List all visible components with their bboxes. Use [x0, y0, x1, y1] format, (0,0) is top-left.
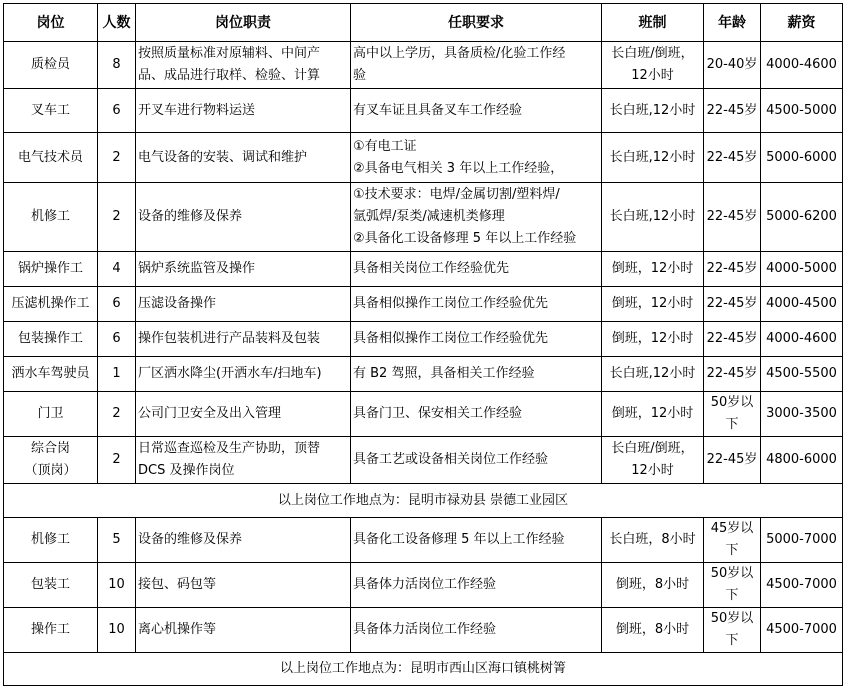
count-cell: 1	[98, 357, 136, 392]
requirement-cell-line: 高中以上学历，具备质检/化验工作经	[353, 46, 566, 61]
shift-cell	[602, 42, 704, 89]
section-kunming-xishan	[4, 518, 843, 653]
shift-cell	[602, 437, 704, 484]
position-cell-line: 机修工	[30, 209, 70, 224]
duty-cell	[136, 287, 351, 322]
requirement-cell	[351, 287, 602, 322]
table-row	[4, 133, 843, 183]
count-cell: 6	[98, 287, 136, 322]
requirement-cell	[351, 252, 602, 287]
requirement-cell	[351, 392, 602, 437]
position-cell	[4, 322, 98, 357]
requirement-cell	[351, 357, 602, 392]
count-cell: 6	[98, 89, 136, 133]
count-cell: 2	[98, 437, 136, 484]
duty-cell-line: 离心机操作等	[138, 622, 217, 637]
requirement-cell-line: 具备门卫、保安相关工作经验	[353, 406, 523, 421]
location-note: 以上岗位工作地点为：昆明市禄劝县 崇德工业园区	[4, 484, 843, 518]
salary-cell: 4000-4600	[761, 42, 843, 89]
duty-cell-line: 开叉车进行物料运送	[138, 102, 256, 118]
shift-cell	[602, 392, 704, 437]
shift-cell	[602, 89, 704, 133]
position-cell-line: 包装工	[30, 577, 70, 592]
table-row	[4, 518, 843, 563]
requirement-cell-line: ②具备化工设备修理 5 年以上工作经验	[353, 231, 577, 246]
salary-cell: 5000-6000	[761, 133, 843, 183]
duty-cell	[136, 133, 351, 183]
position-cell	[4, 89, 98, 133]
shift-cell-line: 长白班,12小时	[609, 149, 696, 165]
duty-cell-line: 锅炉系统监管及操作	[138, 261, 256, 276]
shift-cell-line: 倒班，12小时	[611, 296, 694, 311]
requirement-cell-line: 有叉车证且具备叉车工作经验	[353, 102, 523, 118]
shift-cell-line: 12小时	[631, 68, 674, 83]
count-cell: 2	[98, 183, 136, 252]
requirement-cell-line: 具备化工设备修理 5 年以上工作经验	[353, 532, 565, 547]
position-cell	[4, 563, 98, 608]
shift-cell-line: 长白班/倒班，	[611, 46, 694, 61]
shift-cell-line: 倒班，8小时	[615, 622, 690, 637]
duty-cell	[136, 437, 351, 484]
requirement-cell	[351, 183, 602, 252]
location-note: 以上岗位工作地点为：昆明市西山区海口镇桃树箐	[4, 653, 843, 686]
age-cell: 22-45岁	[704, 252, 761, 287]
salary-cell: 4500-5000	[761, 89, 843, 133]
requirement-cell-line: 具备相似操作工岗位工作经验优先	[353, 296, 549, 311]
header-salary: 薪资	[761, 4, 843, 42]
age-cell: 22-45岁	[704, 133, 761, 183]
position-cell-line: 叉车工	[30, 102, 70, 118]
duty-cell	[136, 252, 351, 287]
shift-cell-line: 12小时	[631, 463, 674, 478]
requirement-cell-line: 具备相似操作工岗位工作经验优先	[353, 331, 549, 346]
duty-cell	[136, 322, 351, 357]
requirement-cell-line: 具备体力活岗位工作经验	[353, 622, 497, 637]
table-row	[4, 89, 843, 133]
requirement-cell-line: 具备相关岗位工作经验优先	[353, 261, 510, 276]
shift-cell-line: 倒班，12小时	[611, 261, 694, 276]
age-cell: 22-45岁	[704, 183, 761, 252]
position-cell	[4, 518, 98, 563]
duty-cell	[136, 357, 351, 392]
position-cell-line: 压滤机操作工	[11, 296, 90, 311]
requirement-cell	[351, 322, 602, 357]
duty-cell-line: 电气设备的安装、调试和维护	[138, 149, 308, 165]
position-cell	[4, 357, 98, 392]
salary-cell: 3000-3500	[761, 392, 843, 437]
position-cell	[4, 133, 98, 183]
shift-cell	[602, 518, 704, 563]
age-cell: 22-45岁	[704, 357, 761, 392]
position-cell-line: 操作工	[30, 622, 70, 637]
position-cell-line: 电气技术员	[17, 149, 83, 165]
shift-cell-line: 长白班,12小时	[609, 366, 696, 381]
table-row	[4, 437, 843, 484]
requirement-cell	[351, 608, 602, 653]
position-cell-line: 包装操作工	[17, 331, 83, 346]
position-cell	[4, 392, 98, 437]
duty-cell-line: 厂区洒水降尘(开洒水车/扫地车)	[138, 366, 322, 381]
salary-cell: 4500-5500	[761, 357, 843, 392]
age-cell: 50岁以下	[704, 563, 761, 608]
duty-cell	[136, 392, 351, 437]
age-cell: 45岁以下	[704, 518, 761, 563]
header-count: 人数	[98, 4, 136, 42]
duty-cell-line: 公司门卫安全及出入管理	[138, 406, 282, 421]
shift-cell	[602, 322, 704, 357]
position-cell	[4, 437, 98, 484]
shift-cell	[602, 133, 704, 183]
requirement-cell	[351, 42, 602, 89]
position-cell-line: 机修工	[30, 532, 70, 547]
position-cell-line: 综合岗	[30, 441, 70, 456]
age-cell: 22-45岁	[704, 287, 761, 322]
shift-cell-line: 倒班，12小时	[611, 406, 694, 421]
salary-cell: 5000-6200	[761, 183, 843, 252]
position-cell	[4, 42, 98, 89]
shift-cell-line: 长白班/倒班，	[611, 441, 694, 456]
age-cell: 22-45岁	[704, 89, 761, 133]
table-row	[4, 322, 843, 357]
section-kunming-luquan	[4, 42, 843, 484]
shift-cell-line: 长白班，8小时	[609, 532, 696, 547]
salary-cell: 4000-4600	[761, 322, 843, 357]
duty-cell-line: 设备的维修及保养	[138, 532, 243, 547]
count-cell: 6	[98, 322, 136, 357]
shift-cell	[602, 287, 704, 322]
shift-cell	[602, 563, 704, 608]
age-cell: 22-45岁	[704, 322, 761, 357]
position-cell-line: 锅炉操作工	[17, 261, 83, 276]
requirement-cell-line: 具备体力活岗位工作经验	[353, 577, 497, 592]
job-table	[3, 3, 843, 686]
header-shift: 班制	[602, 4, 704, 42]
shift-cell-line: 倒班，8小时	[615, 577, 690, 592]
duty-cell	[136, 42, 351, 89]
requirement-cell-line: ①技术要求：电焊/金属切割/塑料焊/	[353, 187, 560, 202]
age-cell: 50岁以下	[704, 392, 761, 437]
duty-cell	[136, 563, 351, 608]
count-cell: 10	[98, 608, 136, 653]
position-cell-line: 洒水车驾驶员	[11, 366, 90, 381]
age-cell: 50岁以下	[704, 608, 761, 653]
shift-cell-line: 长白班,12小时	[609, 102, 696, 118]
salary-cell: 4000-4500	[761, 287, 843, 322]
salary-cell: 4500-7000	[761, 563, 843, 608]
duty-cell-line: 品、成品进行取样、检验、计算	[138, 68, 321, 83]
requirement-cell-line: ②具备电气相关 3 年以上工作经验，	[353, 160, 564, 176]
duty-cell-line: DCS 及操作岗位	[138, 463, 235, 478]
position-cell	[4, 183, 98, 252]
requirement-cell	[351, 133, 602, 183]
requirement-cell-line: 具备工艺或设备相关岗位工作经验	[353, 452, 549, 467]
shift-cell-line: 长白班,12小时	[609, 209, 696, 224]
table-row	[4, 563, 843, 608]
duty-cell-line: 接包、码包等	[138, 577, 217, 592]
requirement-cell	[351, 89, 602, 133]
requirement-cell	[351, 518, 602, 563]
table-row	[4, 42, 843, 89]
table-row	[4, 357, 843, 392]
shift-cell	[602, 252, 704, 287]
age-cell: 20-40岁	[704, 42, 761, 89]
shift-cell	[602, 357, 704, 392]
salary-cell: 4800-6000	[761, 437, 843, 484]
requirement-cell	[351, 437, 602, 484]
requirement-cell-line: ①有电工证	[353, 138, 417, 154]
duty-cell-line: 操作包装机进行产品装料及包装	[138, 331, 321, 346]
shift-cell	[602, 608, 704, 653]
count-cell: 10	[98, 563, 136, 608]
position-cell-line: 门卫	[37, 406, 64, 421]
position-cell	[4, 287, 98, 322]
position-cell-line: （顶岗）	[24, 463, 77, 478]
salary-cell: 5000-7000	[761, 518, 843, 563]
table-row	[4, 287, 843, 322]
duty-cell	[136, 608, 351, 653]
duty-cell	[136, 518, 351, 563]
duty-cell-line: 设备的维修及保养	[138, 209, 243, 224]
header-row	[4, 4, 843, 42]
count-cell: 2	[98, 133, 136, 183]
duty-cell-line: 压滤设备操作	[138, 296, 217, 311]
count-cell: 8	[98, 42, 136, 89]
count-cell: 2	[98, 392, 136, 437]
position-cell-line: 质检员	[30, 57, 70, 72]
requirement-cell	[351, 563, 602, 608]
requirement-cell-line: 验	[353, 68, 367, 83]
location-note-row	[4, 484, 843, 518]
position-cell	[4, 608, 98, 653]
shift-cell-line: 倒班，12小时	[611, 331, 694, 346]
duty-cell-line: 日常巡查巡检及生产协助，顶替	[138, 441, 321, 456]
header-requirement: 任职要求	[351, 4, 602, 42]
duty-cell-line: 按照质量标准对原辅料、中间产	[138, 46, 321, 61]
position-cell	[4, 252, 98, 287]
duty-cell	[136, 89, 351, 133]
table-row	[4, 392, 843, 437]
header-position: 岗位	[4, 4, 98, 42]
header-duty: 岗位职责	[136, 4, 351, 42]
requirement-cell-line: 氩弧焊/泵类/减速机类修理	[353, 209, 505, 224]
location-note-row	[4, 653, 843, 686]
age-cell: 22-45岁	[704, 437, 761, 484]
table-row	[4, 183, 843, 252]
shift-cell	[602, 183, 704, 252]
count-cell: 5	[98, 518, 136, 563]
duty-cell	[136, 183, 351, 252]
salary-cell: 4500-7000	[761, 608, 843, 653]
table-row	[4, 252, 843, 287]
salary-cell: 4000-5000	[761, 252, 843, 287]
requirement-cell-line: 有 B2 驾照，具备相关工作经验	[353, 366, 535, 381]
count-cell: 4	[98, 252, 136, 287]
table-row	[4, 608, 843, 653]
header-age: 年龄	[704, 4, 761, 42]
